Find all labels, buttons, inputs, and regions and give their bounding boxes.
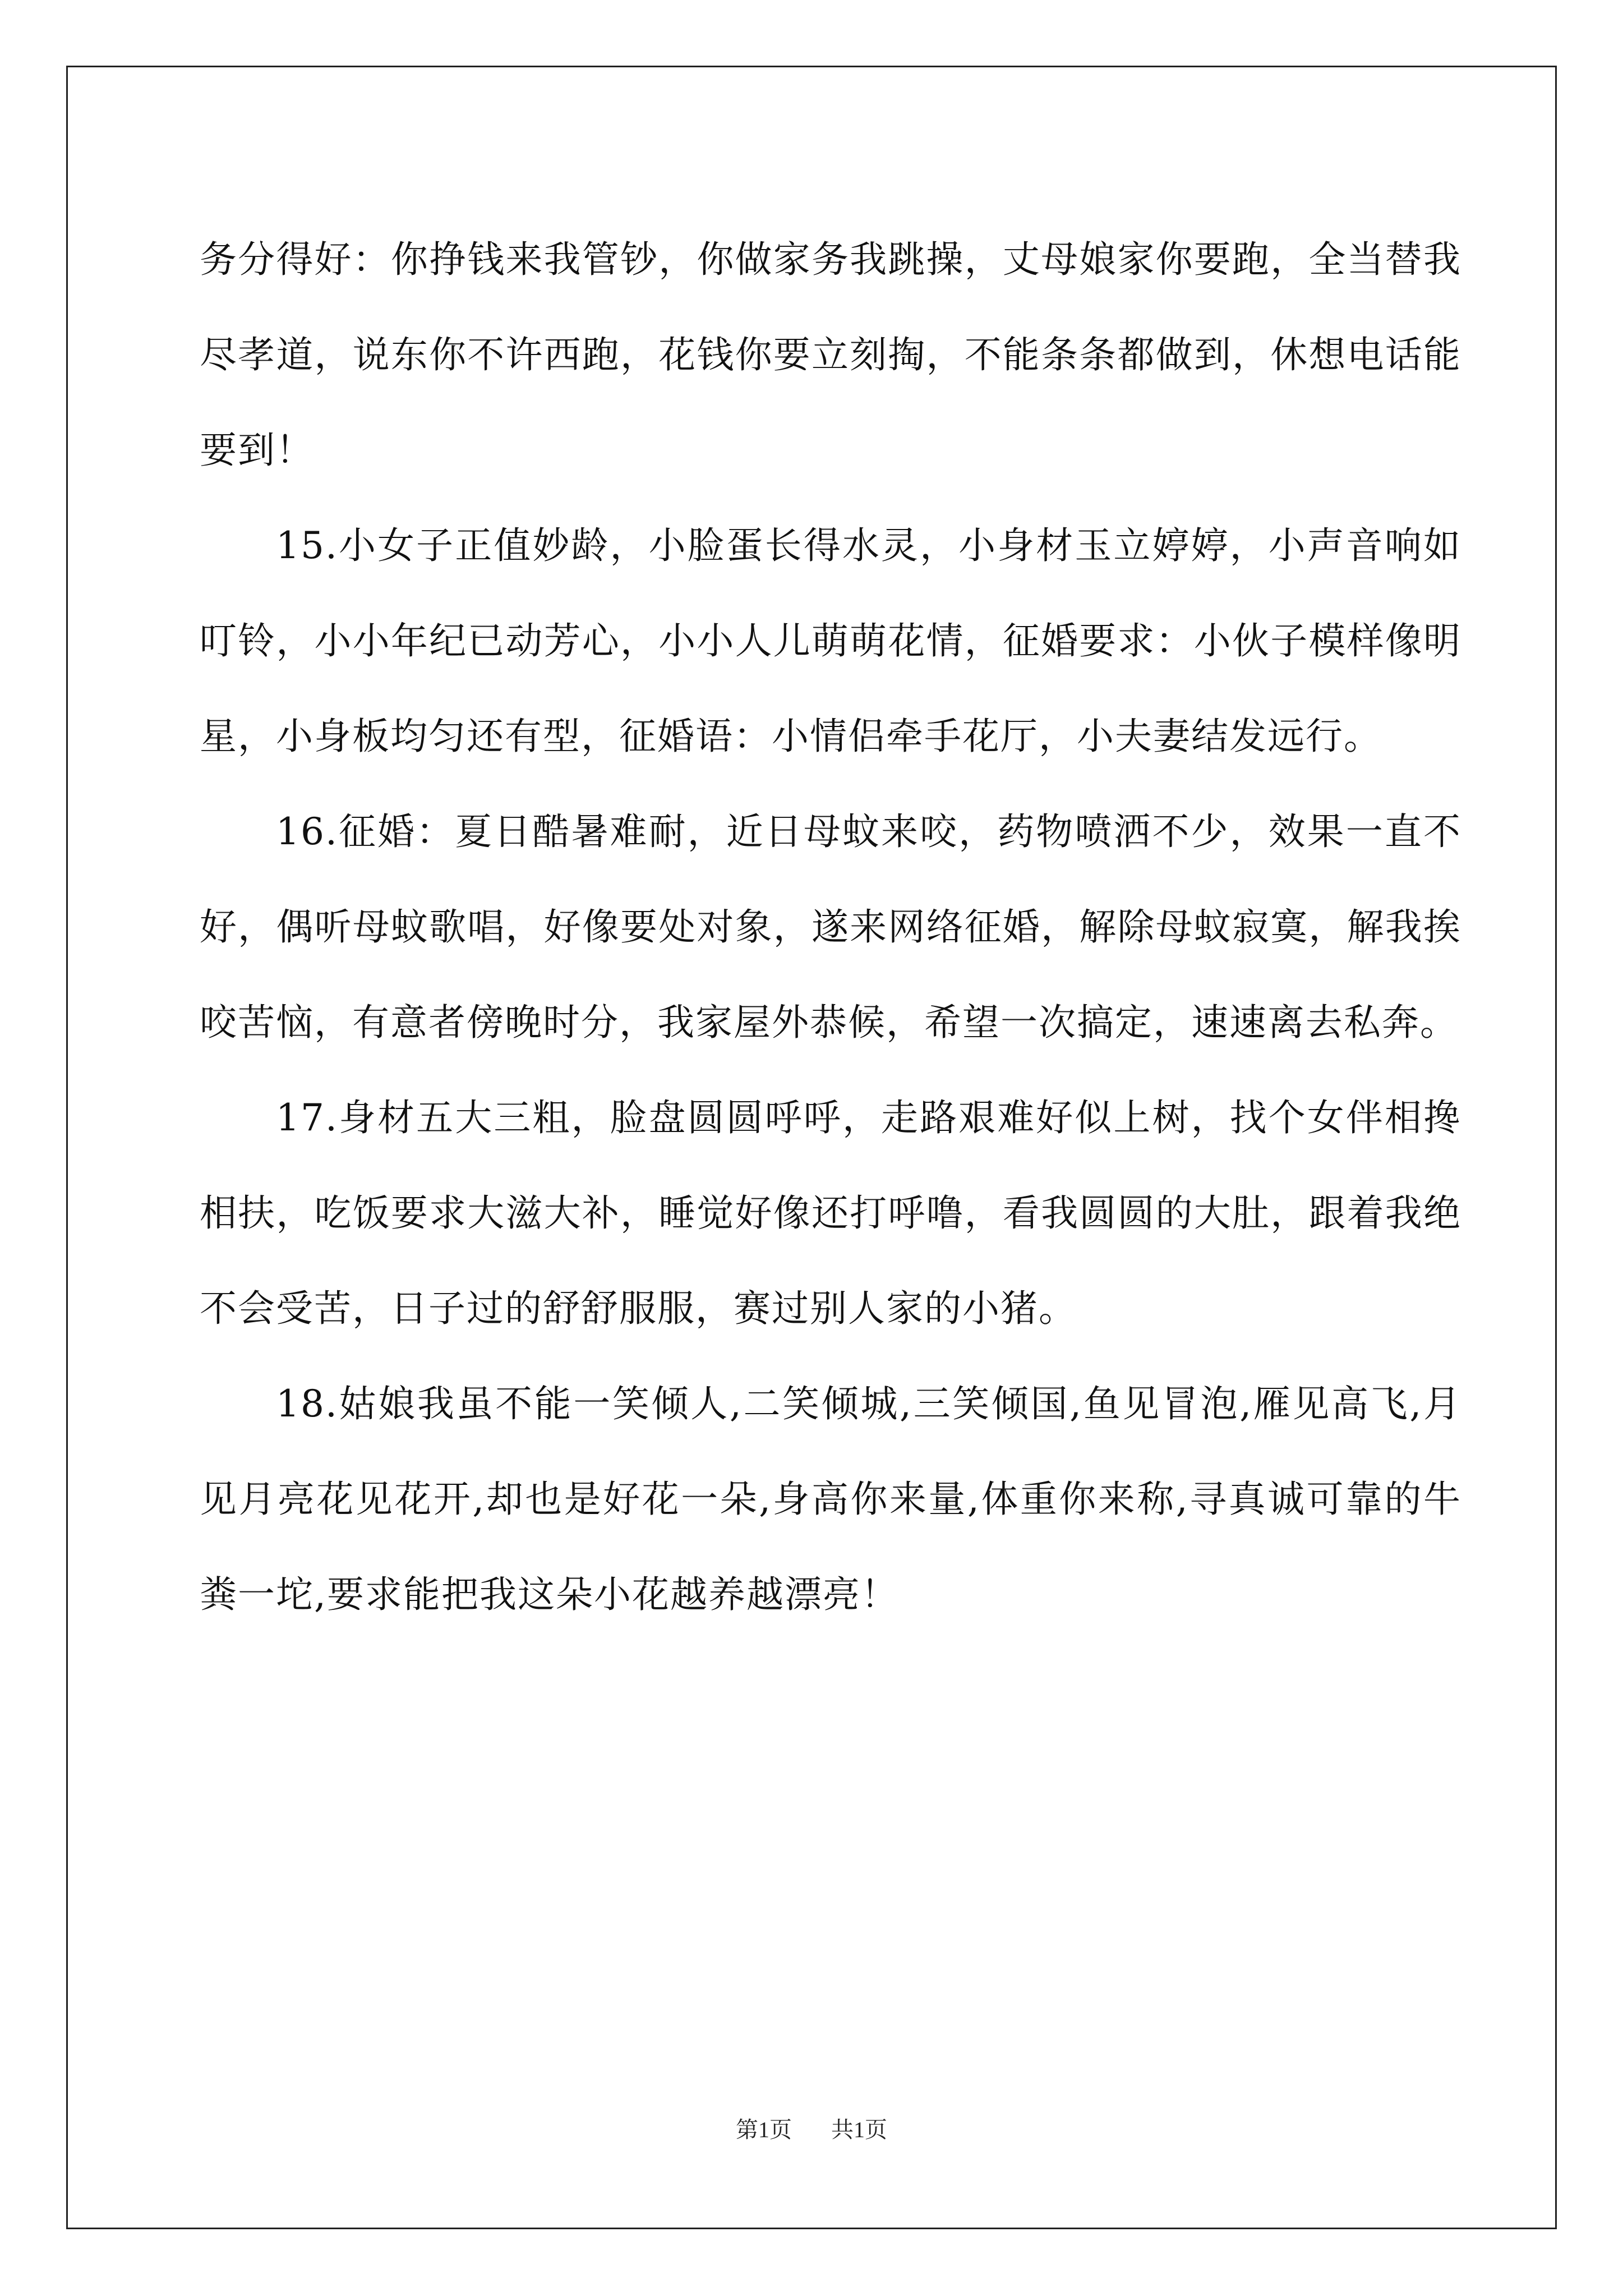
document-body (200, 212, 1461, 1642)
paragraph-15: 15.小女子正值妙龄，小脸蛋长得水灵，小身材玉立婷婷，小声音响如叮铃，小小年纪已动芳心，小小人儿萌萌花情，征婚要求：小伙子模样像明星，小身板均匀还有型，征婚语：小情侣牵手花厅，小夫妻结发远行。 (200, 524, 1461, 758)
page-number-total: 共1页 (831, 2117, 887, 2142)
page-number-current: 第1页 (736, 2117, 792, 2142)
paragraph-continuation: 务分得好：你挣钱来我管钞，你做家务我跳操，丈母娘家你要跑，全当替我尽孝道，说东你不许西跑，花钱你要立刻掏，不能条条都做到，休想电话能要到！ (200, 238, 1461, 472)
page-footer (0, 2112, 1623, 2144)
paragraph-16: 16.征婚：夏日酷暑难耐，近日母蚊来咬，药物喷洒不少，效果一直不好，偶听母蚊歌唱，好像要处对象，遂来网络征婚，解除母蚊寂寞，解我挨咬苦恼，有意者傍晚时分，我家屋外恭候，希望一次搞定，速速离去私奔。 (200, 810, 1461, 1044)
paragraph-17: 17.身材五大三粗，脸盘圆圆呼呼，走路艰难好似上树，找个女伴相搀相扶，吃饭要求大滋大补，睡觉好像还打呼噜，看我圆圆的大肚，跟着我绝不会受苦，日子过的舒舒服服，赛过别人家的小猪。 (200, 1096, 1461, 1330)
paragraph-18: 18.姑娘我虽不能一笑倾人,二笑倾城,三笑倾国,鱼见冒泡,雁见高飞,月见月亮花见花开,却也是好花一朵,身高你来量,体重你来称,寻真诚可靠的牛粪一坨,要求能把我这朵小花越养越漂亮！ (200, 1382, 1461, 1616)
